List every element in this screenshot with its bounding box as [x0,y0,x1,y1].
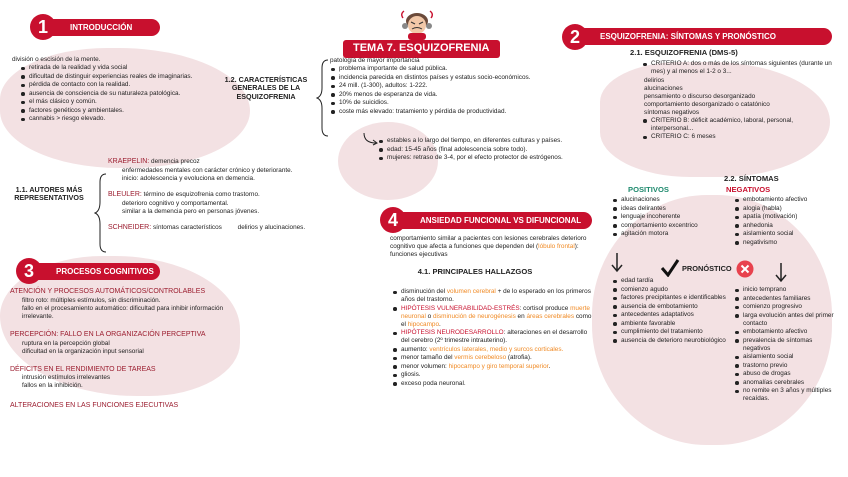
list-item: 24 mill. (1-300), adultos: 1-222. [330,82,580,90]
section-4-intro-a: comportamiento similar a pacientes con lesiones cerebrales [390,235,560,242]
list-item: 10% de suicidios. [330,99,580,107]
list-item: anomalías cerebrales [734,379,840,387]
list-item: anhedonia [734,222,838,230]
section-2-number: 2 [562,24,588,50]
section-1-2-sublist [378,137,563,163]
criterion-a-item: delirios [644,76,665,84]
list-item: larga evolución antes del primer contacto [734,312,840,328]
good-prognosis-list [612,277,737,345]
list-item: exceso poda neuronal. [392,380,592,388]
section-1-list [20,64,237,123]
list-item: trastorno previo [734,362,840,370]
section-1-1-label: 1.1. AUTORES MÁS REPRESENTATIVOS [14,185,84,203]
section-1-body [12,56,237,124]
bleuler-detail-1: deterioro cognitivo y comportamental. [122,199,229,207]
list-item: estables a lo largo del tiempo, en diferentes culturas y países. [378,137,563,145]
section-3-number: 3 [16,258,42,284]
author-bleuler: BLEULER: [108,190,142,198]
list-item: mujeres: retraso de 3-4, por el efecto protector de estrógenos. [378,154,563,162]
kraepelin-detail-1: enfermedades mentales con carácter crónico y deteriorante. [122,166,293,174]
list-item: abuso de drogas [734,370,840,378]
criterion-a-item: pensamiento o discurso desorganizado [644,92,756,100]
frontal-lobe-highlight: lóbulo frontal [538,243,575,250]
positive-title: POSITIVOS [628,185,669,194]
attention-detail-2: fallo en el procesamiento automático: dificultad para inhibir información irrelevante. [22,304,224,320]
section-4-header-label: ANSIEDAD FUNCIONAL VS DIFUNCIONAL [420,215,582,225]
section-4-header [386,212,592,229]
perception-detail-2: dificultad en la organización input sensorial [22,347,144,355]
list-item: embotamiento afectivo [734,328,840,336]
list-item: CRITERIO B: déficit académico, laboral, personal, interpersonal... [642,117,832,133]
list-item: CRITERIO A: dos o más de los síntomas siguientes (durante un mes) y al menos el 1-2 o 3... [642,60,832,76]
list-item: no remite en 3 años y múltiples recaídas. [734,387,840,403]
section-2-header-label: ESQUIZOFRENIA: SÍNTOMAS Y PRONÓSTICO [600,31,777,41]
section-1-header-label: INTRODUCCIÓN [70,22,133,32]
list-item: factores precipitantes e identificables [612,294,737,302]
list-item: aislamiento social [734,230,838,238]
list-item: lenguaje incoherente [612,213,732,221]
list-item: ideas delirantes [612,205,732,213]
positive-list [612,196,732,239]
section-2-header [566,28,832,45]
list-item: prevalencia de síntomas negativos [734,337,840,353]
section-1-lead: división o escisión de la mente. [12,56,101,63]
list-item: apatía (motivación) [734,213,838,221]
list-item: ambiente favorable [612,320,737,328]
kraepelin-detail-2: inicio: adolescencia y evoluciona en demencia. [122,174,255,182]
criterion-a-item: comportamiento desorganizado o catatónico [644,100,770,108]
section-3-topic-attention: ATENCIÓN Y PROCESOS AUTOMÁTICOS/CONTROLABLES [10,288,206,295]
list-item: cumplimiento del tratamiento [612,328,737,336]
section-1-2-list [330,65,580,116]
list-item: ausencia de deterioro neurobiológico [612,337,737,345]
criterion-a-item: síntomas negativos [644,108,700,116]
list-item: pérdida de contacto con la realidad. [20,81,237,89]
list-item: alucinaciones [612,196,732,204]
tasks-detail-1: intrusión estímulos irrelevantes [22,374,111,382]
list-item: CRITERIO C: 6 meses [642,133,832,141]
section-1-2-body [330,57,580,116]
tasks-detail-2: fallos en la inhibición. [22,382,83,390]
section-1-2-lead: patología de mayor importancia [330,57,420,64]
section-1-1-body [108,158,358,232]
bleuler-text: término de esquizofrenia como trastorno. [143,190,260,198]
section-1-2-label: 1.2. CARACTERÍSTICAS GENERALES DE LA ESQUIZOFRENIA [224,75,308,101]
negative-list [734,196,838,247]
schneider-text: síntomas característicos [152,223,222,231]
list-item: factores genéticos y ambientales. [20,107,237,115]
author-schneider: SCHNEIDER: [108,223,152,231]
section-3-body [10,288,242,411]
list-item: cannabis > riesgo elevado. [20,115,237,123]
arrow-down-icon [610,252,624,277]
prognosis-title: PRONÓSTICO [682,264,732,273]
list-item: inicio temprano [734,286,840,294]
section-4-intro-c: : funciones ejecutivas [390,243,579,258]
list-item: comportamiento excentrico [612,222,732,230]
list-item: comienzo agudo [612,286,737,294]
page-title: TEMA 7. ESQUIZOFRENIA [343,40,500,58]
list-item: gliosis. [392,371,592,379]
section-4-1-label: 4.1. PRINCIPALES HALLAZGOS [417,267,533,276]
negative-title: NEGATIVOS [726,185,771,194]
section-2-2-label: 2.2. SÍNTOMAS [724,174,779,183]
section-4-findings [392,288,592,388]
section-3-header [22,263,160,280]
bad-prognosis-list [734,286,840,404]
list-item: disminución del volumen cerebral + de lo esperado en los primeros años del trastorno. [392,288,592,304]
section-2-1-body [642,60,832,142]
list-item: aislamiento social [734,353,840,361]
list-item: antecedentes adaptativos [612,311,737,319]
list-item: HIPÓTESIS NEURODESARROLLO: alteraciones en el desarrollo del cerebro (2º trimestre intrauterino). [392,329,592,345]
list-item: el más clásico y común. [20,98,237,106]
author-kraepelin: KRAEPELIN: [108,158,150,165]
section-1-number: 1 [30,14,56,40]
confused-face-icon [399,6,435,40]
list-item: dificultad de distinguir experiencias reales de imaginarias. [20,73,237,81]
list-item: embotamiento afectivo [734,196,838,204]
list-item: incidencia parecida en distintos países y estatus socio-económicos. [330,74,580,82]
attention-detail-1: filtro roto: múltiples estímulos, sin discriminación. [22,296,161,304]
list-item: alogia (habla) [734,205,838,213]
list-item: comienzo progresivo [734,303,840,311]
list-item: negativismo [734,239,838,247]
list-item: agitación motora [612,230,732,238]
brace-icon [94,172,108,257]
section-2-1-label: 2.1. ESQUIZOFRENIA (DMS-5) [630,48,738,57]
brace-icon [316,58,330,141]
list-item: edad: 15-45 años (final adolescencia sobre todo). [378,146,563,154]
list-item: ausencia de consciencia de su naturaleza patológica. [20,90,237,98]
section-3-topic-perception: PERCEPCIÓN: FALLO EN LA ORGANIZACIÓN PERCEPTIVA [10,330,206,338]
list-item: 20% menos de esperanza de vida. [330,91,580,99]
section-3-topic-executive: ALTERACIONES EN LAS FUNCIONES EJECUTIVAS [10,402,179,410]
list-item: coste más elevado: tratamiento y pérdida de productividad. [330,108,580,116]
criterion-a-item: alucinaciones [644,84,683,92]
kraepelin-text: demencia precoz [151,158,200,165]
section-3-topic-tasks: DÉFICITS EN EL RENDIMIENTO DE TAREAS [10,365,156,373]
cross-icon [736,260,754,281]
section-3-header-label: PROCESOS COGNITIVOS [56,266,154,276]
list-item: HIPÓTESIS VULNERABILIDAD-ESTRÉS: cortisol produce muerte neuronal o disminución de neurogénesis en áreas cerebrales como el hipocampo. [392,305,592,329]
list-item: edad tardía [612,277,737,285]
section-4-number: 4 [380,207,406,233]
list-item: ausencia de embotamiento [612,303,737,311]
perception-detail-1: ruptura en la percepción global [22,339,110,347]
list-item: retirada de la realidad y vida social [20,64,237,72]
list-item: menor volumen: hipocampo y giro temporal superior. [392,363,592,371]
arrow-down-icon [774,262,788,287]
list-item: antecedentes familiares [734,295,840,303]
list-item: problema importante de salud pública. [330,65,580,73]
bleuler-detail-2: similar a la demencia pero en personas jóvenes. [122,207,260,215]
schneider-detail: delirios y alucinaciones. [237,223,306,231]
section-4-intro: comportamiento similar a pacientes con lesiones cerebrales deterioro cognitivo que afecta a funciones que dependen del (lóbulo frontal): funciones ejecutivas [390,235,587,258]
section-4-intro-b: deterioro cognitivo que afecta a funciones que dependen del [390,235,587,250]
list-item: menor tamaño del vermis cerebeloso (atrofia). [392,354,592,362]
list-item: aumento: ventrículos laterales, medio y surcos corticales. [392,346,592,354]
criterion-a-symptoms [642,77,832,117]
